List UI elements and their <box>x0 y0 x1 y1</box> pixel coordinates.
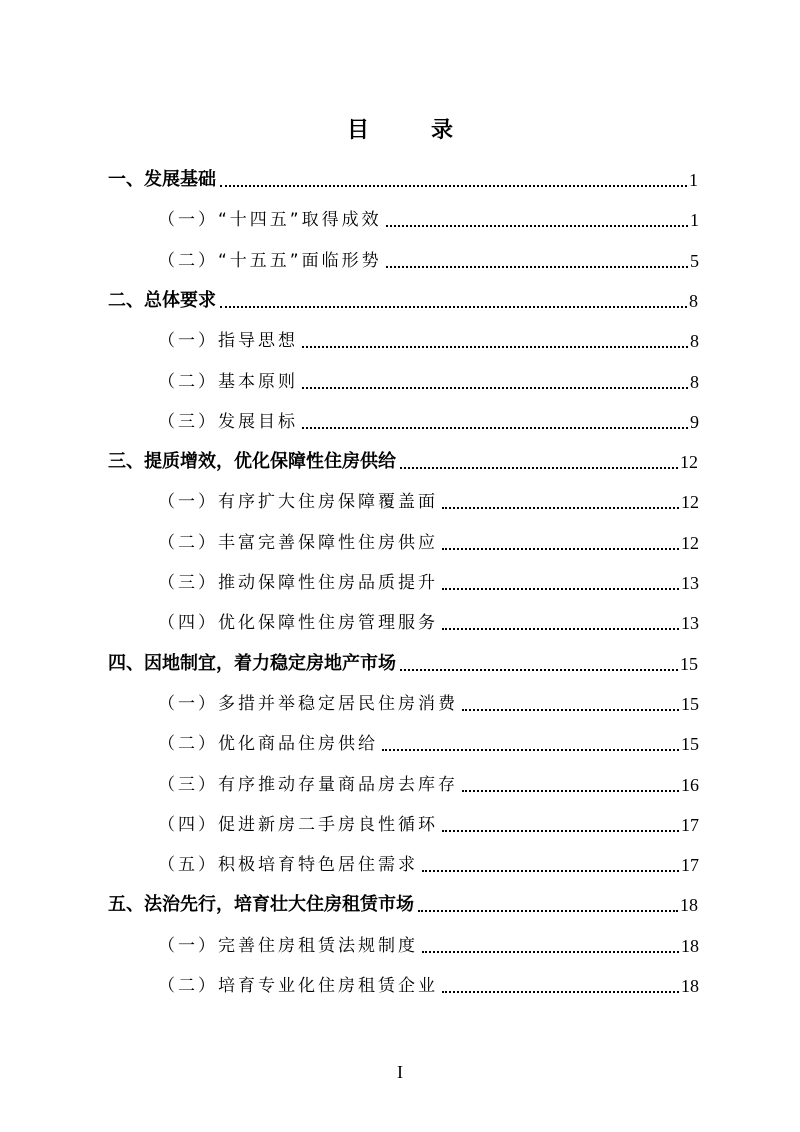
toc-entry-page: 18 <box>681 976 699 996</box>
toc-entry-page: 15 <box>680 653 698 674</box>
toc-section-entry[interactable] <box>158 690 699 718</box>
toc-section-entry[interactable] <box>158 488 699 516</box>
toc-entry-page: 8 <box>689 290 698 311</box>
toc-chapter-entry[interactable] <box>108 448 698 476</box>
toc-chapter-entry[interactable] <box>108 891 698 919</box>
dot-leader <box>442 830 679 832</box>
toc-section-entry[interactable] <box>158 851 699 879</box>
toc-section-entry[interactable] <box>158 206 699 234</box>
toc-section-entry[interactable] <box>158 811 699 839</box>
toc-entry-page: 18 <box>681 935 699 956</box>
toc-chapter-entry[interactable] <box>108 650 698 678</box>
toc-entry-label: 三、提质增效，优化保障性住房供给 <box>108 451 396 473</box>
toc-entry-label: （三）发展目标 <box>158 411 298 432</box>
dot-leader <box>462 790 679 792</box>
toc-entry-label: （一）“十四五”取得成效 <box>158 210 382 231</box>
dot-leader <box>442 628 679 630</box>
toc-section-entry[interactable] <box>158 569 699 597</box>
toc-entry-page: 9 <box>690 411 699 432</box>
toc-entry-page: 8 <box>690 331 699 352</box>
toc-entry-label: （一）多措并举稳定居民住房消费 <box>158 693 458 714</box>
dot-leader <box>400 669 678 671</box>
dot-leader <box>400 467 678 469</box>
toc-entry-label: （二）“十五五”面临形势 <box>158 250 382 271</box>
toc-entry-page: 12 <box>680 452 698 473</box>
toc-entry-page: 17 <box>681 855 699 876</box>
toc-section-entry[interactable] <box>158 327 699 355</box>
dot-leader <box>462 709 679 711</box>
toc-entry-label: （五）积极培育特色居住需求 <box>158 855 418 876</box>
toc-entry-label: （二）培育专业化住房租赁企业 <box>158 976 438 996</box>
toc-entry-label: （一）完善住房租赁法规制度 <box>158 935 418 956</box>
toc-chapter-entry[interactable] <box>108 287 698 315</box>
toc-chapter-entry[interactable] <box>108 166 698 194</box>
dot-leader <box>442 507 679 509</box>
toc-entry-page: 12 <box>681 492 699 513</box>
toc-entry-page: 18 <box>680 895 698 916</box>
toc-section-entry[interactable] <box>158 932 699 960</box>
toc-title: 目 录 <box>346 118 473 143</box>
dot-leader <box>302 346 688 348</box>
toc-entry-label: 二、总体要求 <box>108 289 216 311</box>
toc-entry-label: （二）优化商品住房供给 <box>158 734 378 755</box>
dot-leader <box>302 427 688 429</box>
dot-leader <box>302 387 688 389</box>
toc-entry-label: （二）丰富完善保障性住房供应 <box>158 532 438 553</box>
dot-leader <box>220 185 687 187</box>
toc-entry-page: 13 <box>681 613 699 634</box>
dot-leader <box>220 306 687 308</box>
toc-entry-page: 8 <box>690 371 699 392</box>
toc-section-entry[interactable] <box>158 730 699 758</box>
toc-entry-label: （二）基本原则 <box>158 371 298 392</box>
toc-entry-page: 1 <box>689 170 698 190</box>
toc-section-entry[interactable] <box>158 609 699 637</box>
toc-section-entry[interactable] <box>158 529 699 557</box>
dot-leader <box>422 951 679 953</box>
toc-entry-page: 13 <box>681 573 699 593</box>
toc-entry-label: 四、因地制宜，着力稳定房地产市场 <box>108 652 396 674</box>
dot-leader <box>382 749 679 751</box>
toc-entry-page: 5 <box>690 250 699 271</box>
toc-section-entry[interactable] <box>158 408 699 436</box>
toc-entry-label: 一、发展基础 <box>108 169 216 190</box>
toc-entry-label: （一）有序扩大住房保障覆盖面 <box>158 492 438 513</box>
toc-entry-page: 16 <box>681 774 699 795</box>
toc-entry-page: 15 <box>681 734 699 755</box>
toc-entry-page: 1 <box>690 210 699 231</box>
toc-entry-label: 五、法治先行，培育壮大住房租赁市场 <box>108 894 414 916</box>
toc-section-entry[interactable] <box>158 368 699 396</box>
toc-entry-label: （四）促进新房二手房良性循环 <box>158 814 438 835</box>
toc-entry-label: （三）推动保障性住房品质提升 <box>158 573 438 593</box>
toc-entry-page: 12 <box>681 532 699 553</box>
dot-leader <box>442 588 679 590</box>
dot-leader <box>442 991 679 993</box>
dot-leader <box>386 266 688 268</box>
toc-entry-label: （一）指导思想 <box>158 331 298 352</box>
toc-section-entry[interactable] <box>158 771 699 799</box>
toc-section-entry[interactable] <box>158 247 699 275</box>
dot-leader <box>418 910 678 912</box>
dot-leader <box>386 225 688 227</box>
toc-entry-label: （四）优化保障性住房管理服务 <box>158 613 438 634</box>
toc-section-entry[interactable] <box>158 972 699 1000</box>
dot-leader <box>422 870 679 872</box>
toc-entry-page: 15 <box>681 693 699 714</box>
page-number: I <box>397 1062 403 1082</box>
toc-entry-label: （三）有序推动存量商品房去库存 <box>158 774 458 795</box>
dot-leader <box>442 548 679 550</box>
toc-entry-page: 17 <box>681 814 699 835</box>
